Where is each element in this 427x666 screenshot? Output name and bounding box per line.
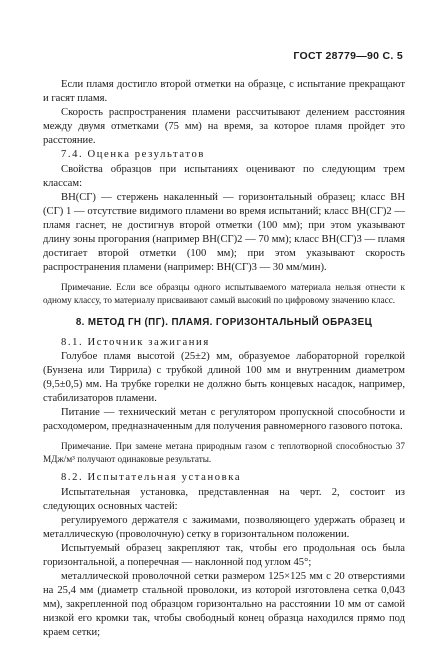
paragraph: ВН(СГ) — стержень накаленный — горизонтальный образец; класс ВН (СГ) 1 — отсутствие видимого пламени во время испытаний; класс ВН(СГ)2 — пламя гаснет, не достигнув второй отметки (100 мм); при этом указывают длину зоны прогорания (например ВН(СГ)2 — 70 мм); класс ВН(СГ)3 — пламя достигает второй отметки (100 мм); при этом указывают скорость распространения пламени (например: ВН(СГ)3 — 30 мм/мин). <box>43 191 405 274</box>
paragraph: Питание — технический метан с регулятором пропускной способности и расходомером, предназначенным для получения равномерного газового потока. <box>43 407 405 433</box>
note: Примечание. При замене метана природным газом с теплотворной способностью 37 МДж/м³ получают одинаковые результаты. <box>43 441 405 464</box>
page-body <box>43 78 405 641</box>
paragraph: Голубое пламя высотой (25±2) мм, образуемое лабораторной горелкой (Бунзена или Тиррила) с трубкой длиной 100 мм и внутренним диаметром (9,5±0,5) мм. На трубке горелки не должно быть концевых насадок, например, стабилизаторов пламени. <box>43 350 405 404</box>
paragraph: Испытательная установка, представленная на черт. 2, состоит из следующих основных частей: <box>43 486 405 512</box>
subsection-heading-8-1: 8.1. Источник зажигания <box>61 336 210 348</box>
subsection-heading-7-4: 7.4. Оценка результатов <box>61 149 205 161</box>
paragraph: Скорость распространения пламени рассчитывают делением расстояния между двумя отметками (75 мм) на время, за которое пламя пройдет это расстояние. <box>43 107 405 147</box>
section-heading-8: 8. МЕТОД ГН (ПГ). ПЛАМЯ. ГОРИЗОНТАЛЬНЫЙ ОБРАЗЕЦ <box>75 316 373 328</box>
paragraph: Свойства образцов при испытаниях оценивают по следующим трем классам: <box>43 163 405 189</box>
paragraph: регулируемого держателя с зажимами, позволяющего удержать образец и металлическую (проволочную) сетку в горизонтальном положении. <box>43 514 405 540</box>
subsection-heading-8-2: 8.2. Испытательная установка <box>61 472 242 484</box>
paragraph: Испытуемый образец закрепляют так, чтобы его продольная ось была горизонтальной, а поперечная — наклонной под углом 45°; <box>43 542 405 568</box>
paragraph: Если пламя достигло второй отметки на образце, с испытание прекращают и гасят пламя. <box>43 79 405 105</box>
note: Примечание. Если все образцы одного испытываемого материала нельзя отнести к одному классу, то материалу присваивают самый высокий по цифровому значению класс. <box>43 282 405 305</box>
paragraph: металлической проволочной сетки размером 125×125 мм с 20 отверстиями на 25,4 мм (диаметр стальной проволоки, из которой изготовлена сетка 0,043 мм), закрепленной под образцом горизонтально на расстоянии 10 мм от самой низкой его кромки так, чтобы свободный конец образца находился прямо под краем сетки; <box>43 571 405 639</box>
page-header: ГОСТ 28779—90 С. 5 <box>293 50 403 62</box>
